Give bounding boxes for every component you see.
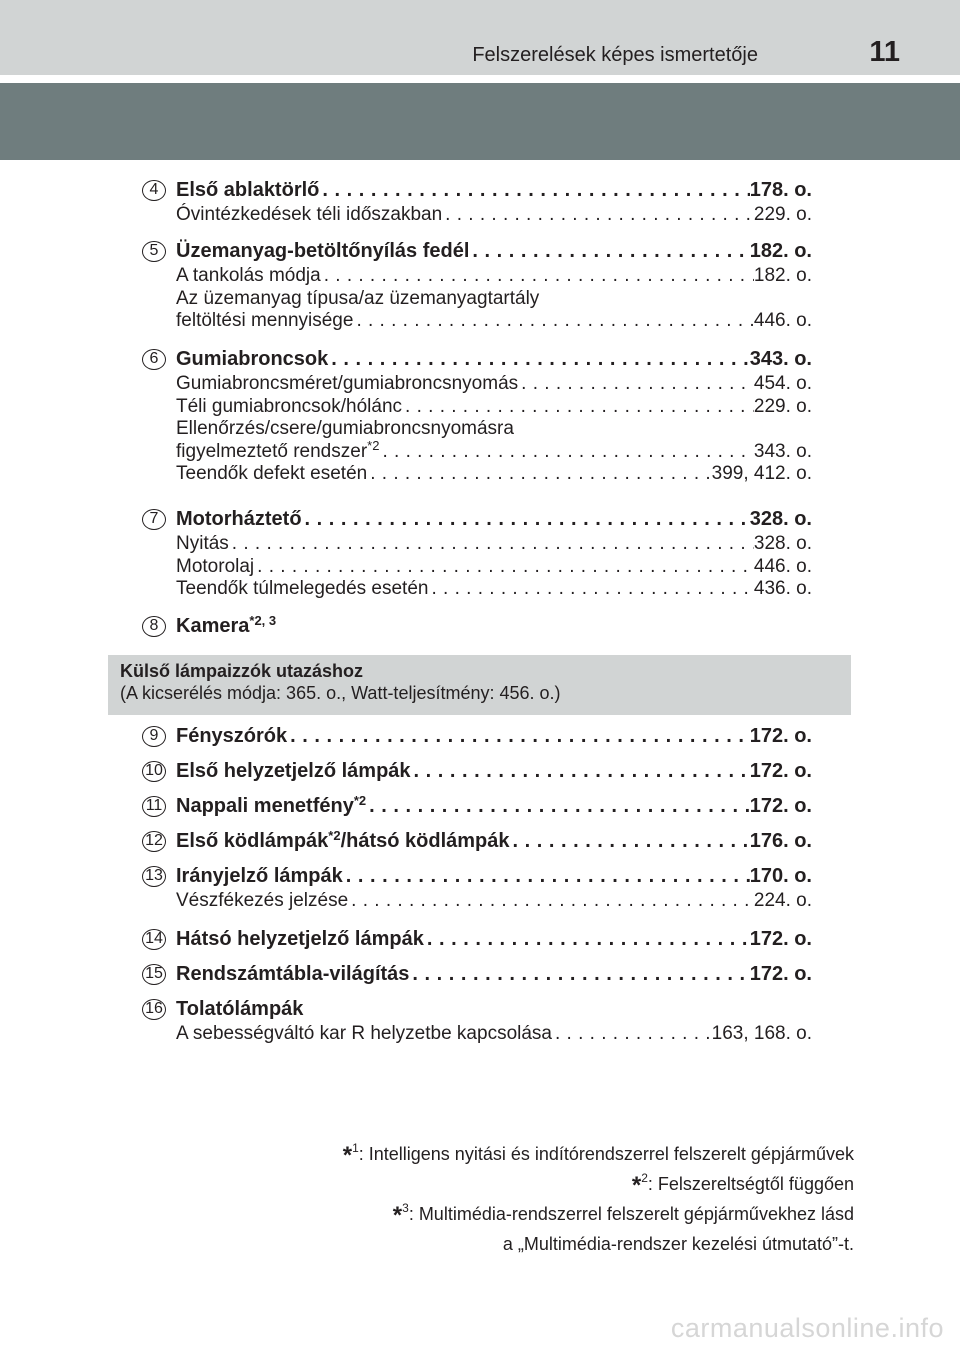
entry-title [176,757,812,785]
entry-label [176,1023,552,1046]
entry-label-text: Teendők túlmelegedés esetén [176,578,429,599]
page-reference: 399, 412. o. [711,463,812,484]
dot-leader [319,176,749,204]
entry-item [149,722,812,750]
footnote-text: : Intelligens nyitási és indítórendszerrel felszerelt gépjárművek [358,1144,854,1164]
footnote-number: 3 [402,1201,409,1215]
entry-label-text: Teendők defekt esetén [176,463,368,484]
page-reference: 172. o. [749,725,812,747]
entry-title [176,612,812,640]
entry-item [145,862,812,913]
entry-label [176,418,514,441]
dot-leader [510,827,750,855]
page-reference: 182. o. [749,240,812,262]
entry-label [176,612,276,640]
entry-label-text: feltöltési mennyisége [176,310,354,331]
lamps-box-title: Külső lámpaizzók utazáshoz [120,661,364,681]
entry-subline [176,890,812,913]
entry-label-text: Irányjelző lámpák [176,865,343,887]
entry-item [149,176,812,227]
entry-label [176,827,510,855]
entry-subline [176,204,812,227]
item-number-badge: 4 [142,180,166,201]
entry-title [176,862,812,890]
dot-leader [442,204,754,227]
dot-leader [428,578,753,601]
footnote-text: : Felszereltségtől függően [647,1174,854,1194]
entry-label [176,960,409,988]
entry-label-text: Első ablaktörlő [176,179,320,201]
dot-leader [353,310,753,333]
item-number-badge: 12 [142,831,166,852]
item-number-badge: 7 [142,509,166,530]
dot-leader [469,237,749,265]
page-reference: 343. o. [749,348,812,370]
footnote-star: * [631,1172,642,1199]
lamps-box-subtitle: (A kicserélés módja: 365. o., Watt-teljesítmény: 456. o.) [120,683,561,703]
entry-subline [176,463,812,486]
footnote [154,1200,854,1230]
footnote-number: 1 [352,1141,359,1155]
page-reference: 170. o. [749,865,812,887]
entry-subline [176,373,812,396]
dot-leader [287,722,750,750]
page-number: 11 [869,36,900,68]
dot-leader [328,345,749,373]
page-reference: 172. o. [749,963,812,985]
dot-leader [302,505,750,533]
entry-label [176,722,287,750]
entry-subline [176,578,812,601]
entry-title [176,176,812,204]
entry-label [176,463,367,486]
entry-label-text: Fényszórók [176,725,288,747]
entry-item [145,925,812,953]
entry-title [176,925,812,953]
page-reference: 328. o. [749,508,812,530]
entry-item [145,960,812,988]
dot-leader [321,265,754,288]
dot-leader [348,890,754,913]
dot-leader [254,556,754,579]
footnote [154,1170,854,1200]
entry-title [176,722,812,750]
entry-label [176,345,328,373]
entry-label-text: Kamera [176,615,250,637]
page-reference: 436. o. [753,578,812,599]
entry-label [176,505,302,533]
entry-item [145,792,812,820]
page-reference: 446. o. [753,555,812,577]
entry-item [149,505,812,601]
page-reference: 454. o. [753,373,812,394]
entry-label-text: Gumiabroncsméret/gumiabroncsnyomás [176,373,519,394]
entry-subline [176,396,812,419]
footnote-text: a „Multimédia-rendszer kezelési útmutató”-t. [502,1234,854,1254]
entry-title [176,792,812,820]
footnote [154,1140,854,1170]
dot-leader [424,925,750,953]
footnote [154,1230,854,1259]
page-reference: 172. o. [749,928,812,950]
entry-label-text: Üzemanyag-betöltőnyílás fedél [176,240,470,262]
page-reference: 172. o. [749,760,812,782]
entry-title [176,827,812,855]
entry-label [176,204,442,227]
entry-label-text: Az üzemanyag típusa/az üzemanyagtartály [176,287,540,309]
dot-leader [411,757,750,785]
item-number-badge: 6 [142,349,166,370]
page-reference: 328. o. [753,533,812,554]
page-reference: 178. o. [749,179,812,201]
page-reference: 182. o. [753,265,812,286]
entry-label-text: Ellenőrzés/csere/gumiabroncsnyomásra [176,418,514,439]
entry-label-text: Nappali menetfény [176,795,354,817]
entry-label-text: Gumiabroncsok [176,348,329,370]
footnote-ref: *2 [328,828,341,843]
item-number-badge: 9 [142,726,166,747]
entry-subline [176,265,812,288]
item-number-badge: 14 [142,929,166,950]
entry-label [176,437,380,464]
entry-label [176,757,411,785]
entry-item [149,237,812,333]
entry-label-text: Nyitás [176,533,229,554]
entry-label-text: A tankolás módja [176,265,321,286]
dot-leader [229,533,754,556]
entry-label [176,890,348,913]
entry-subline [176,533,812,556]
footnotes [154,1140,854,1259]
entry-subline [176,288,812,311]
entry-item [145,757,812,785]
item-number-badge: 15 [142,964,166,985]
entry-label-text: Hátsó helyzetjelző lámpák [176,928,424,950]
header-band [0,83,960,160]
page-reference: 343. o. [753,440,812,462]
page-reference: 172. o. [749,795,812,817]
entry-label-text: Óvintézkedések téli időszakban [176,204,443,225]
entry-label [176,556,254,579]
entry-label-text: Első helyzetjelző lámpák [176,760,411,782]
entry-subline [176,1023,812,1046]
item-number-badge: 8 [142,616,166,637]
dot-leader [402,396,754,419]
entry-label-text: /hátsó ködlámpák [340,830,510,852]
entry-label [176,373,518,396]
page-reference: 229. o. [753,395,812,417]
page-reference: 446. o. [753,310,812,331]
entry-label-text: Motorolaj [176,555,255,577]
entry-label [176,925,424,953]
section-title: Felszerelések képes ismertetője [472,44,758,66]
footnote-ref: *2, 3 [249,613,277,628]
page-reference: 163, 168. o. [711,1023,812,1044]
entry-item [149,345,812,486]
footnote-star: * [392,1202,403,1229]
item-number-badge: 11 [142,796,166,817]
entry-item [149,612,812,640]
entry-label [176,288,539,311]
page-reference: 229. o. [753,204,812,225]
entry-label [176,396,402,419]
entry-item [145,827,812,855]
entry-title [176,237,812,265]
watermark: carmanualsonline.info [670,1313,944,1343]
entry-label [176,265,321,288]
entry-label-text: Motorháztető [176,508,302,530]
entry-label-text: Első ködlámpák [176,830,329,852]
entry-label [176,176,319,204]
entry-title [176,345,812,373]
entry-label-text: Tolatólámpák [176,998,304,1020]
item-number-badge: 10 [142,761,166,782]
dot-leader [409,960,749,988]
entry-label [176,578,428,601]
footnote-number: 2 [641,1171,648,1185]
entry-label-text: Vészfékezés jelzése [176,890,349,911]
entry-label [176,792,366,820]
entry-label [176,862,343,890]
dot-leader [367,463,711,486]
entry-label [176,237,469,265]
entry-label [176,310,353,333]
entry-title [176,995,812,1023]
entry-item [145,995,812,1046]
entry-title [176,505,812,533]
entry-label-text: figyelmeztető rendszer [176,440,368,462]
entry-subline [176,418,812,441]
entry-label [176,533,229,556]
lamps-box [108,655,851,715]
footnote-ref: *2 [367,437,380,453]
footnote-star: * [342,1142,353,1169]
dot-leader [518,373,754,396]
item-number-badge: 5 [142,241,166,262]
dot-leader [343,862,750,890]
entry-label-text: Rendszámtábla-világítás [176,963,410,985]
entry-label [176,995,303,1023]
dot-leader [366,792,750,820]
entry-label-text: Téli gumiabroncsok/hólánc [176,395,403,417]
entry-subline [176,310,812,333]
entry-title [176,960,812,988]
footnote-ref: *2 [353,793,367,808]
item-number-badge: 13 [142,866,166,887]
item-number-badge: 16 [142,999,166,1020]
entry-subline [176,556,812,579]
entry-subline [176,437,812,464]
dot-leader [379,441,753,464]
page-reference: 176. o. [749,830,812,852]
page-reference: 224. o. [753,890,812,911]
footnote-text: : Multimédia-rendszerrel felszerelt gépjárművekhez lásd [408,1204,854,1224]
entry-label-text: A sebességváltó kar R helyzetbe kapcsolása [176,1023,552,1044]
dot-leader [552,1023,712,1046]
page-header [0,0,960,75]
